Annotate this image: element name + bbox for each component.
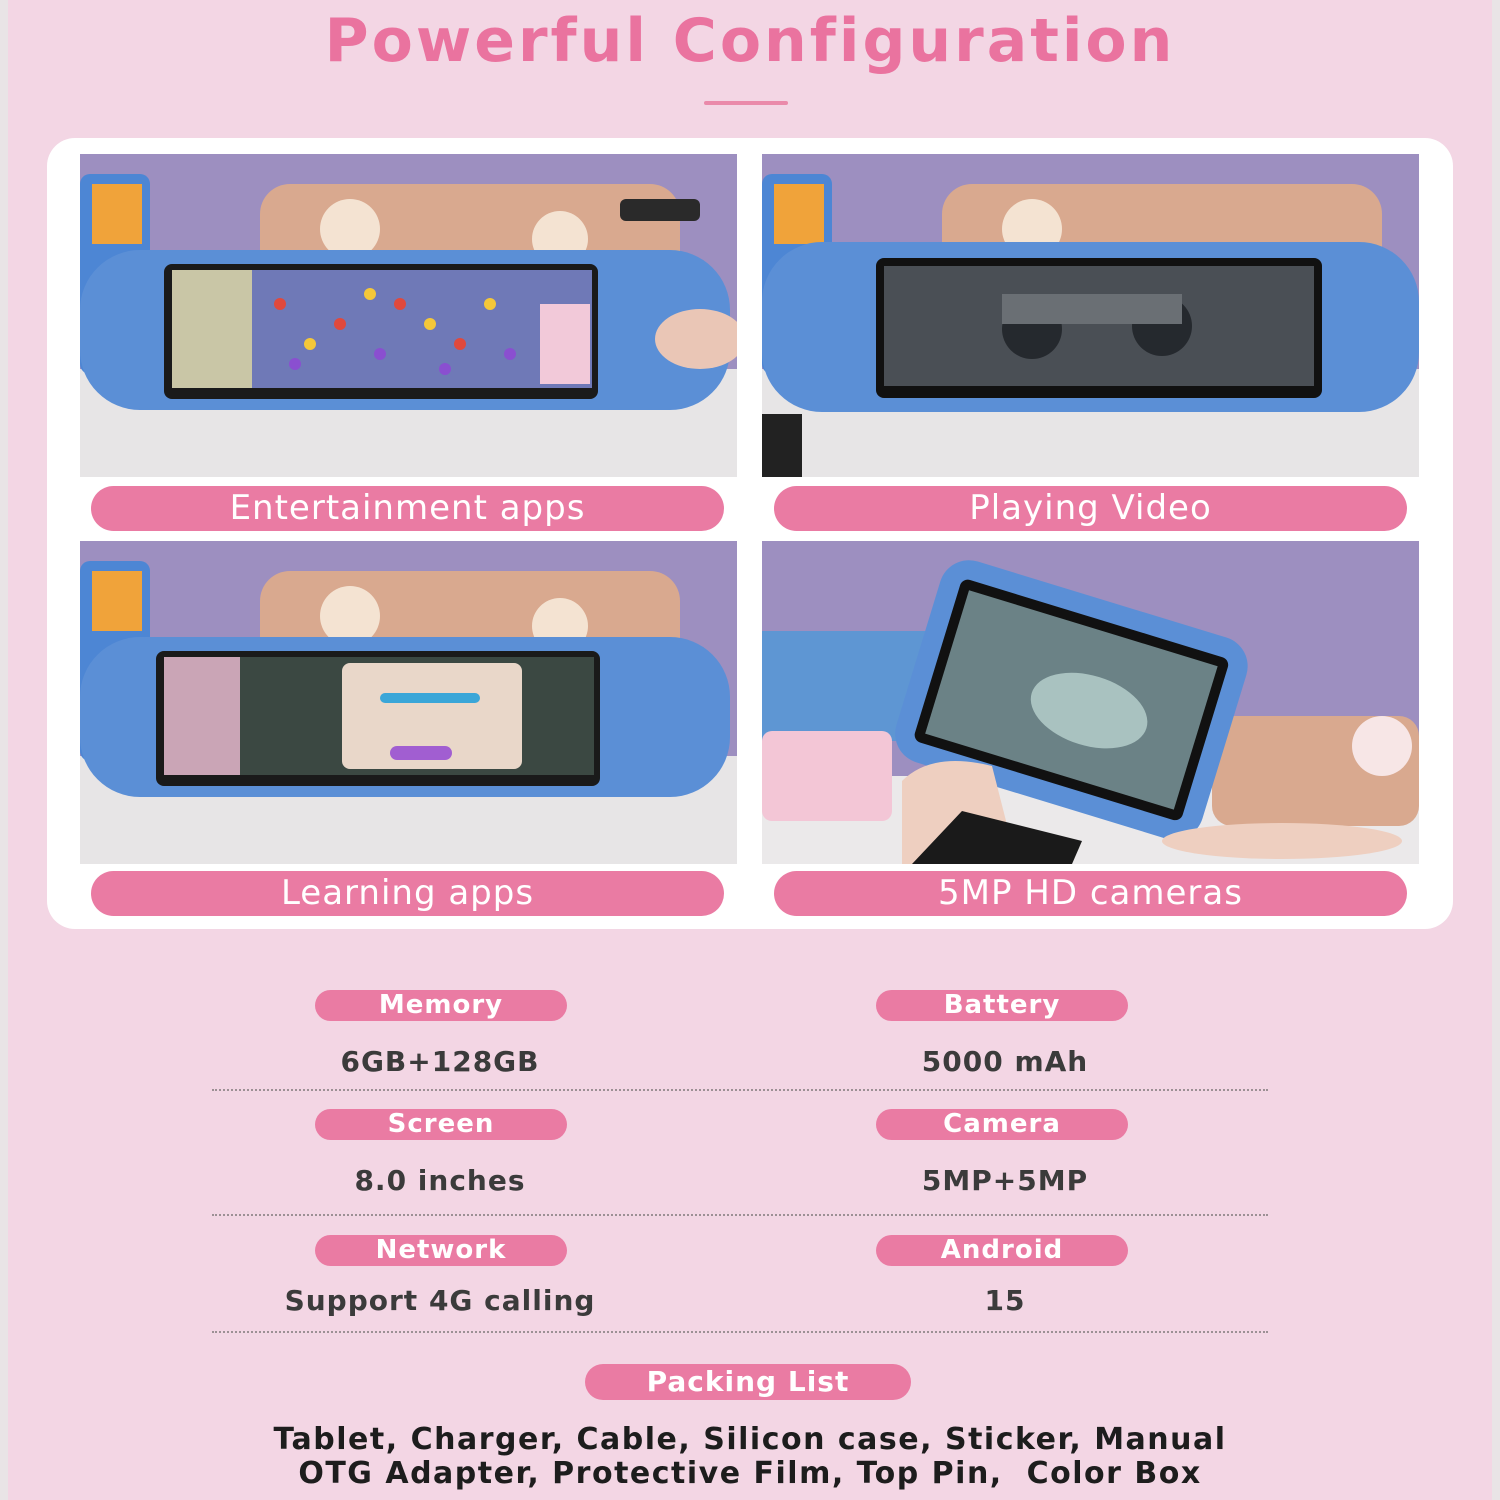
packing-list-line-2: OTG Adapter, Protective Film, Top Pin, Color Box (298, 1456, 1202, 1491)
caption-playing-video: Playing Video (774, 486, 1407, 531)
spec-divider (212, 1089, 1268, 1091)
photo-learning-apps (80, 541, 737, 864)
caption-learning-apps: Learning apps (91, 871, 724, 916)
photo-playing-video (762, 154, 1419, 477)
spec-value-memory: 6GB+128GB (340, 1045, 540, 1078)
photo-entertainment-apps (80, 154, 737, 477)
spec-value-battery: 5000 mAh (921, 1045, 1089, 1078)
packing-list-label: Packing List (585, 1364, 911, 1400)
spec-label-memory: Memory (315, 990, 567, 1021)
spec-value-screen: 8.0 inches (354, 1164, 526, 1197)
page-title: Powerful Configuration (324, 6, 1176, 76)
spec-label-android: Android (876, 1235, 1128, 1266)
spec-label-screen: Screen (315, 1109, 567, 1140)
spec-value-android: 15 (984, 1284, 1026, 1317)
spec-label-battery: Battery (876, 990, 1128, 1021)
spec-value-camera: 5MP+5MP (921, 1164, 1089, 1197)
photo-hd-cameras (762, 541, 1419, 864)
spec-divider (212, 1214, 1268, 1216)
right-edge (1492, 0, 1500, 1500)
caption-entertainment-apps: Entertainment apps (91, 486, 724, 531)
packing-list-line-1: Tablet, Charger, Cable, Silicon case, Sticker, Manual (273, 1422, 1227, 1457)
spec-value-network: Support 4G calling (284, 1284, 596, 1317)
title-divider (704, 101, 788, 105)
spec-label-network: Network (315, 1235, 567, 1266)
spec-divider (212, 1331, 1268, 1333)
spec-label-camera: Camera (876, 1109, 1128, 1140)
caption-hd-cameras: 5MP HD cameras (774, 871, 1407, 916)
left-edge (0, 0, 8, 1500)
